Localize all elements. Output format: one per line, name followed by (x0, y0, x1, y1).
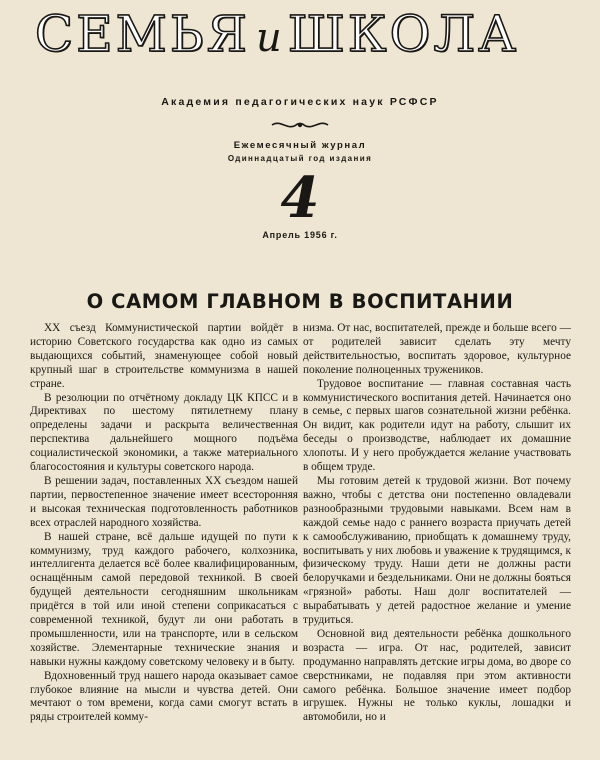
paragraph: Мы готовим детей к трудовой жизни. Вот почему важно, чтобы с детства они постепенно овладевали разнообразными трудовыми навыками. Всем нам в каждой семье надо с раннего возраста приучать детей к самообслуживанию, приобщать к домашнему труду, воспитывать у них любовь и уважение к трудящимся, к физическому труду. Наши дети не должны расти белоручками и бездельниками. Они не должны бояться «грязной» работы. Наш долг воспитателей — вырабатывать у детей радостное желание и умение трудиться. (303, 474, 571, 627)
paragraph: В нашей стране, всё дальше идущей по пути к коммунизму, труд каждого рабочего, колхозника, интеллигента делается всё более квалифицированным, оснащённым самой передовой техникой. В своей будущей деятельности сегодняшним школьникам придётся в той или иной степени соприкасаться с современной техникой, будут ли они работать в промышленности, или на транспорте, или в сельском хозяйстве. Элементарные технические знания и навыки нужны каждому советскому человеку и в быту. (30, 530, 298, 668)
paragraph: Основной вид деятельности ребёнка дошкольного возраста — игра. От нас, родителей, зависит продуманно направлять детские игры дома, во дворе со сверстниками, не подавляя при этом активности самого ребёнка. Большое значение имеет подбор игрушек. Нужны не только куклы, лошадки и автомобили, но и (303, 627, 571, 724)
flourish-ornament-icon (270, 118, 330, 132)
masthead-conjunction: и (255, 15, 282, 61)
journal-frequency: Ежемесячный журнал (233, 140, 367, 151)
article-title: О САМОМ ГЛАВНОМ В ВОСПИТАНИИ (86, 290, 514, 313)
article-left-column (30, 322, 298, 752)
masthead-title (22, 6, 532, 66)
masthead-word-1: СЕМЬЯ (34, 5, 250, 63)
paragraph: низма. От нас, воспитателей, прежде и больше всего — от родителей зависит сделать эту мечту действительностью, воспитать здоровое, культурное поколение полноценных тружеников. (303, 322, 571, 376)
paragraph: Вдохновенный труд нашего народа оказывает самое глубокое влияние на мысли и чувства детей. Они мечтают о том времени, когда сами смогут встать в ряды строителей комму- (30, 669, 298, 724)
paragraph: В резолюции по отчётному докладу ЦК КПСС и в Директивах по шестому пятилетнему плану определены задачи и раскрыта величественная перспектива дальнейшего мощного подъёма социалистической экономики, а также материального благосостояния и культуры советского народа. (30, 391, 298, 474)
publisher-line: Академия педагогических наук РСФСР (161, 96, 439, 108)
paragraph: Трудовое воспитание — главная составная часть коммунистического воспитания детей. Начинается оно в семье, с первых шагов сознательной жизни ребёнка. Он видит, как родители идут на работу, слышит их беседы о производстве, наблюдает их домашние хлопоты. И у него пробуждается желание участвовать в общем труде. (303, 377, 571, 474)
article-right-column (303, 322, 571, 752)
paragraph: В решении задач, поставленных XX съездом нашей партии, первостепенное значение имеет всесторонняя и высокая техническая подготовленность работников всех отраслей народного хозяйства. (30, 474, 298, 529)
masthead-word-2: ШКОЛА (287, 5, 520, 63)
issue-date: Апрель 1956 г. (262, 230, 338, 240)
paragraph: XX съезд Коммунистической партии войдёт в историю Советского государства как одно из самых выдающихся событий, знаменующее собой новый крупный шаг в строительстве коммунизма в нашей стране. (30, 322, 298, 390)
publication-year-line: Одиннадцатый год издания (227, 154, 373, 163)
issue-number: 4 (280, 165, 320, 231)
